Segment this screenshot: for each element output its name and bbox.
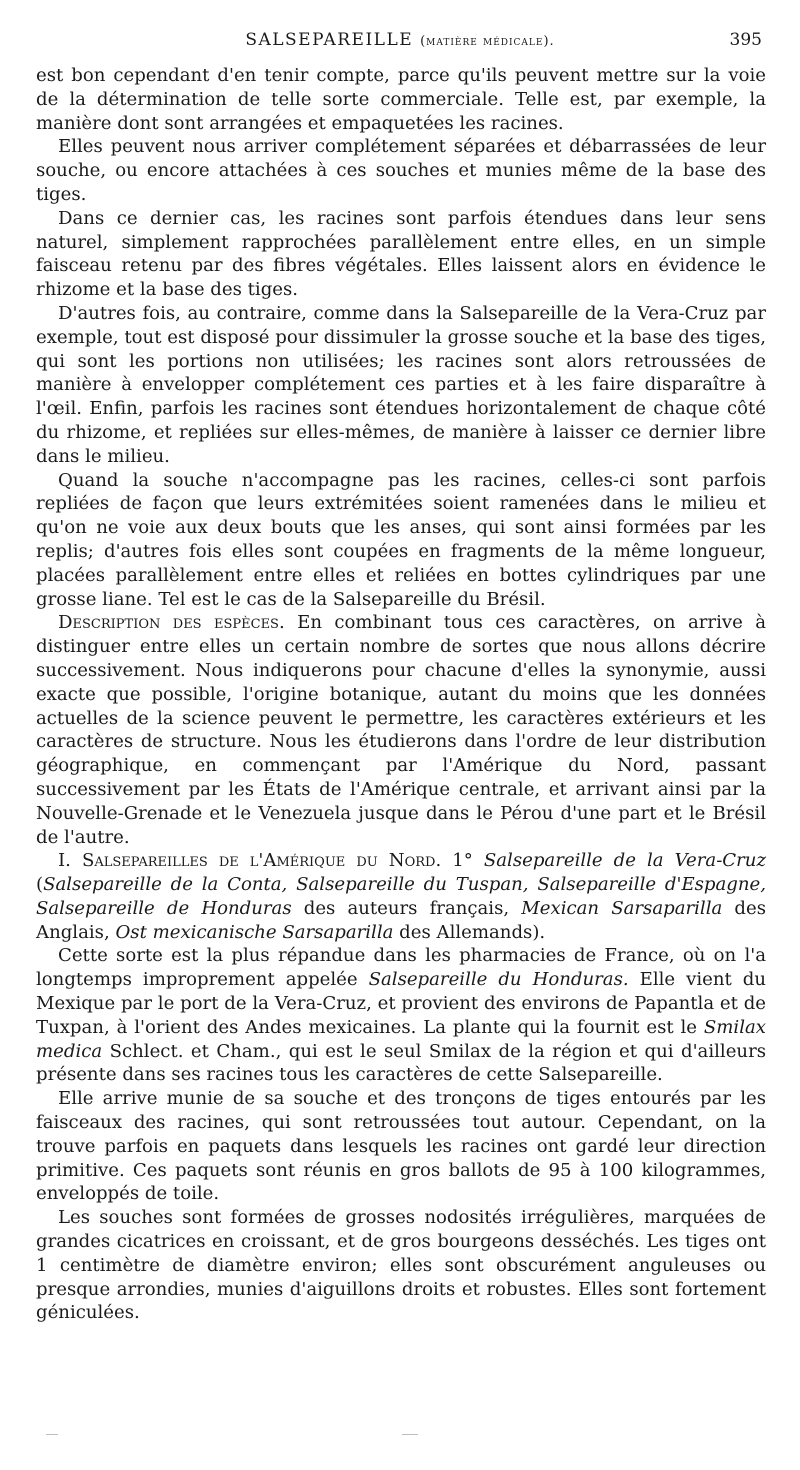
paragraph-text: Quand la souche n'accompagne pas les racines, celles-ci sont parfois repliées de façon que leurs extrémitées soient ramenées dans le milieu et qu'on ne voie aux deux bouts que les anses, qui sont ainsi formées par les replis; d'autres fois elles sont coupées en fragments de la même longueur, placées parallèlement entre elles et reliées en bottes cylindriques par une grosse liane. Tel est le cas de la Salsepareille du Brésil.	[36, 469, 766, 610]
section-heading: Description des espèces.	[58, 612, 285, 634]
paragraph-text: Dans ce dernier cas, les racines sont parfois étendues dans leur sens naturel, simplement rapprochées parallèlement entre elles, en un simple faisceau retenu par des fibres végétales. Elles laissent alors en évidence le rhizome et la base des tiges.	[36, 207, 766, 301]
paragraph	[36, 207, 766, 302]
italic-text: Salsepareille de la Conta, Salsepareille du Tuspan, Salsepareille d'Espagne, Salsepareille de Honduras	[36, 874, 766, 919]
running-title-section: (matière médicale).	[420, 34, 555, 49]
paragraph	[36, 1087, 766, 1206]
italic-text: Ost mexicanische Sarsaparilla	[115, 921, 394, 943]
paragraph-text: des Anglais,	[36, 897, 767, 943]
section-heading: I. Salsepareilles de l'Amérique du Nord.	[58, 850, 442, 872]
footer-mark-center	[402, 1434, 418, 1435]
paragraph-text: Elle arrive munie de sa souche et des tronçons de tiges entourés par les faisceaux des racines, qui sont retroussées tout autour. Cependant, on la trouve parfois en paquets dans lesquels les racines ont gardé leur direction primitive. Ces paquets sont réunis en gros ballots de 95 à 100 kilogrammes, enveloppés de toile.	[36, 1088, 766, 1205]
italic-text: Smilax medica	[36, 1016, 766, 1062]
paragraph	[36, 944, 766, 1087]
italic-text: Salsepareille de la Vera-Cruz	[483, 850, 766, 872]
paragraph-text: Cette sorte est la plus répandue dans les pharmacies de France, où on l'a longtemps improprement appelée	[36, 945, 766, 991]
italic-text: Salsepareille du Honduras.	[368, 969, 629, 991]
italic-text: Mexican Sarsaparilla	[521, 897, 723, 919]
paragraph-text: (	[36, 874, 44, 896]
body-text	[36, 64, 766, 1325]
paragraph	[36, 1206, 766, 1325]
paragraph-text: Schlect. et Cham., qui est le seul Smilax de la région et qui d'ailleurs présente dans ses racines tous les caractères de cette Salsepareille.	[36, 1040, 766, 1086]
paragraph-text: D'autres fois, au contraire, comme dans la Salsepareille de la Vera-Cruz par exemple, tout est disposé pour dissimuler la grosse souche et la base des tiges, qui sont les portions non utilisées; les racines sont alors retroussées de manière à envelopper complétement ces parties et à les faire disparaître à l'œil. Enfin, parfois les racines sont étendues horizontalement de chaque côté du rhizome, et repliées sur elles-mêmes, de manière à laisser ce dernier libre dans le milieu.	[36, 302, 766, 467]
paragraph	[36, 135, 766, 206]
page-number: 395	[729, 30, 762, 50]
paragraph-text: des auteurs français,	[291, 897, 522, 919]
paragraph-text: des Allemands).	[393, 921, 546, 943]
paragraph-text: Les souches sont formées de grosses nodosités irrégulières, marquées de grandes cicatrices en croissant, et de gros bourgeons desséchés. Les tiges ont 1 centimètre de diamètre environ; elles sont obscurément anguleuses ou presque arrondies, munies d'aiguillons droits et robustes. Elles sont fortement géniculées.	[36, 1207, 766, 1324]
paragraph-text: Elle vient du Mexique par le port de la Vera-Cruz, et provient des environs de Papantla et de Tuxpan, à l'orient des Andes mexicaines. La plante qui la fournit est le	[36, 969, 766, 1038]
paragraph-text: est bon cependant d'en tenir compte, parce qu'ils peuvent mettre sur la voie de la détermination de telle sorte commerciale. Telle est, par exemple, la manière dont sont arrangées et empaquetées les racines.	[36, 65, 766, 134]
paragraph	[36, 302, 766, 469]
paragraph-text: En combinant tous ces caractères, on arrive à distinguer entre elles un certain nombre de sortes que nous allons décrire successivement. Nous indiquerons pour chacune d'elles la synonymie, aussi exacte que possible, l'origine botanique, autant du moins que les données actuelles de la science peuvent le permettre, les caractères extérieurs et les caractères de structure. Nous les étudierons dans l'ordre de leur distribution géographique, en commençant par l'Amérique du Nord, passant successivement par les États de l'Amérique centrale, et arrivant ainsi par la Nouvelle-Grenade et le Venezuela jusque dans le Pérou d'une part et le Brésil de l'autre.	[36, 612, 766, 848]
paragraph	[36, 849, 766, 944]
paragraph-text: Elles peuvent nous arriver complétement séparées et débarrassées de leur souche, ou encore attachées à ces souches et munies même de la base des tiges.	[36, 136, 766, 205]
page-header	[36, 30, 764, 60]
running-title	[36, 30, 764, 50]
paragraph	[36, 469, 766, 612]
paragraph	[36, 64, 766, 135]
running-title-main: SALSEPAREILLE	[245, 30, 414, 50]
paragraph-text: 1°	[441, 850, 484, 872]
footer-mark-left	[46, 1434, 58, 1435]
paragraph	[36, 611, 766, 849]
